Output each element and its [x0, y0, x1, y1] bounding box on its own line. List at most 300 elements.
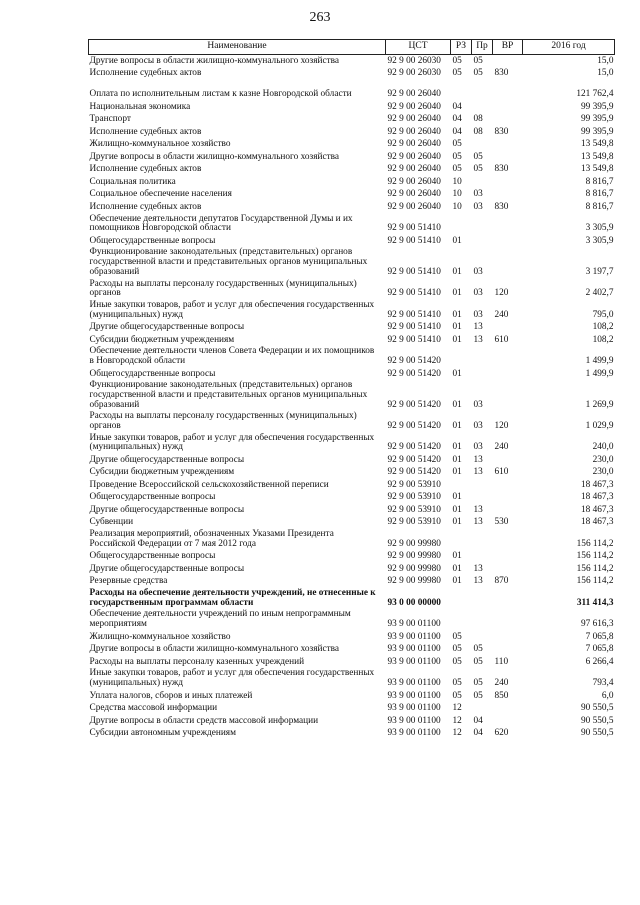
table-row: [89, 609, 615, 630]
table-row: [89, 690, 615, 703]
row-pr: [472, 492, 493, 505]
row-cst: 93 9 00 01100: [387, 703, 441, 714]
row-amount: 99 395,9: [580, 114, 614, 125]
row-name: Общегосударственные вопросы: [89, 368, 216, 379]
row-cst: 93 9 00 01100: [387, 715, 441, 726]
table-row: [89, 214, 615, 235]
row-name: Средства массовой информации: [89, 703, 218, 714]
row-amount: 99 395,9: [580, 126, 614, 137]
row-name: Резервные средства: [89, 576, 168, 587]
row-vr: 240: [494, 442, 509, 453]
row-vr: [493, 529, 523, 550]
row-pr: [472, 101, 493, 114]
row-rz: 01: [452, 454, 462, 465]
row-amount: 311 414,3: [576, 597, 614, 608]
row-cst: 92 9 00 51420: [387, 454, 441, 465]
row-name: Оплата по исполнительным листам к казне Новгородской области: [89, 89, 352, 100]
row-amount: 108,2: [592, 322, 614, 333]
row-vr: [493, 139, 523, 152]
row-vr: 870: [494, 576, 509, 587]
row-name: Субвенции: [89, 517, 134, 528]
row-cst: 92 9 00 26040: [387, 189, 441, 200]
row-amount: 156 114,2: [576, 576, 614, 587]
row-name: Социальная политика: [89, 176, 176, 187]
table-row: [89, 126, 615, 139]
header-name: Наименование: [89, 40, 386, 55]
table-row: [89, 411, 615, 432]
row-rz: 01: [452, 467, 462, 478]
row-rz: 04: [452, 101, 462, 112]
row-rz: 01: [452, 266, 462, 277]
header-year: 2016 год: [523, 40, 615, 55]
row-cst: 93 9 00 01100: [387, 678, 441, 689]
row-name: Обеспечение деятельности депутатов Государственной Думы и их помощников Новгородской области: [89, 213, 353, 234]
table-row: [89, 235, 615, 248]
row-pr: [472, 176, 493, 189]
row-vr: 120: [494, 421, 509, 432]
row-cst: 92 9 00 99980: [387, 576, 441, 587]
row-amount: 99 395,9: [580, 101, 614, 112]
row-cst: 92 9 00 26040: [387, 89, 441, 100]
row-cst: 92 9 00 26040: [387, 101, 441, 112]
table-row: [89, 164, 615, 177]
row-rz: 05: [452, 55, 462, 66]
table-row: [89, 55, 615, 68]
row-cst: 92 9 00 51420: [387, 368, 441, 379]
row-name: Другие вопросы в области жилищно-коммунального хозяйства: [89, 644, 340, 655]
table-row: [89, 176, 615, 189]
table-row: [89, 517, 615, 530]
row-name: Другие вопросы в области жилищно-коммунального хозяйства: [89, 151, 340, 162]
row-amount: 230,0: [592, 467, 614, 478]
row-cst: 92 9 00 51410: [387, 223, 441, 234]
row-name: Общегосударственные вопросы: [89, 492, 216, 503]
row-amount: 90 550,5: [580, 728, 614, 739]
row-rz: 05: [452, 151, 462, 162]
table-row: [89, 563, 615, 576]
row-cst: 92 9 00 26030: [387, 55, 441, 66]
row-cst: 92 9 00 26040: [387, 114, 441, 125]
row-amount: 90 550,5: [580, 703, 614, 714]
row-pr: 03: [473, 421, 483, 432]
row-pr: 05: [473, 151, 483, 162]
row-rz: 05: [452, 644, 462, 655]
row-name: Реализация мероприятий, обозначенных Указами Президента Российской Федерации от 7 мая 2012 года: [89, 529, 334, 549]
row-amount: 15,0: [597, 68, 614, 79]
row-name: Функционирование законодательных (представительных) органов государственной власти и представительных органов муниципальных образований: [89, 247, 368, 277]
row-name: Проведение Всероссийской сельскохозяйственной переписи: [89, 479, 329, 490]
row-rz: 01: [452, 368, 462, 379]
table-row: [89, 380, 615, 411]
table-row: [89, 576, 615, 589]
row-amount: 1 029,9: [585, 421, 614, 432]
row-amount: 793,4: [592, 678, 614, 689]
table-row: [89, 334, 615, 347]
row-cst: 92 9 00 51410: [387, 334, 441, 345]
row-cst: 92 9 00 51410: [387, 266, 441, 277]
row-pr: 03: [473, 399, 483, 410]
row-name: Другие общегосударственные вопросы: [89, 504, 245, 515]
row-pr: 04: [473, 728, 483, 739]
row-pr: [472, 235, 493, 248]
budget-table: [88, 39, 615, 740]
row-rz: 01: [452, 288, 462, 299]
row-cst: 92 9 00 99980: [387, 563, 441, 574]
row-amount: 1 269,9: [585, 399, 614, 410]
row-rz: 01: [452, 235, 462, 246]
row-amount: 121 762,4: [576, 89, 614, 100]
row-vr: [493, 715, 523, 728]
table-row: [89, 529, 615, 550]
row-amount: 15,0: [597, 55, 614, 66]
row-name: Другие вопросы в области средств массовой информации: [89, 715, 319, 726]
header-vr: ВР: [493, 40, 523, 55]
row-vr: [493, 151, 523, 164]
row-pr: [472, 346, 493, 367]
row-rz: 05: [452, 678, 462, 689]
row-pr: [472, 609, 493, 630]
table-row: [89, 201, 615, 214]
row-name: Иные закупки товаров, работ и услуг для обеспечения государственных (муниципальных) нужд: [89, 668, 375, 689]
table-row: [89, 588, 615, 609]
row-pr: [472, 368, 493, 381]
row-amount: 795,0: [592, 309, 614, 320]
row-amount: 1 499,9: [585, 368, 614, 379]
table-row: [89, 702, 615, 715]
row-name: Расходы на выплаты персоналу государственных (муниципальных) органов: [89, 411, 357, 432]
row-name: Другие общегосударственные вопросы: [89, 322, 245, 333]
table-row: [89, 551, 615, 564]
row-cst: 92 9 00 51410: [387, 235, 441, 246]
row-cst: 93 9 00 01100: [387, 644, 441, 655]
row-rz: [451, 529, 472, 550]
row-rz: 10: [452, 201, 462, 212]
row-vr: [493, 479, 523, 492]
table-row: [89, 80, 615, 101]
row-vr: [493, 114, 523, 127]
row-amount: 6 266,4: [585, 656, 614, 667]
row-vr: [493, 504, 523, 517]
row-rz: 12: [452, 728, 462, 739]
row-amount: 8 816,7: [585, 189, 614, 200]
row-name: Субсидии бюджетным учреждениям: [89, 467, 235, 478]
row-pr: 03: [473, 201, 483, 212]
row-amount: 2 402,7: [585, 288, 614, 299]
row-vr: [493, 176, 523, 189]
row-cst: 92 9 00 26040: [387, 164, 441, 175]
row-vr: [493, 492, 523, 505]
row-pr: 08: [473, 126, 483, 137]
row-vr: [493, 321, 523, 334]
row-pr: [472, 479, 493, 492]
table-row: [89, 189, 615, 202]
row-pr: 05: [473, 678, 483, 689]
row-pr: 03: [473, 266, 483, 277]
row-pr: 13: [473, 467, 483, 478]
row-name: Исполнение судебных актов: [89, 164, 202, 175]
row-pr: 13: [473, 454, 483, 465]
row-cst: 92 9 00 51420: [387, 399, 441, 410]
row-amount: 8 816,7: [585, 176, 614, 187]
table-row: [89, 492, 615, 505]
table-row: [89, 300, 615, 321]
row-name: Расходы на выплаты персоналу государственных (муниципальных) органов: [89, 278, 357, 299]
row-vr: [493, 235, 523, 248]
table-row: [89, 479, 615, 492]
row-pr: 03: [473, 288, 483, 299]
row-amount: 97 616,3: [580, 619, 614, 630]
header-rz: РЗ: [451, 40, 472, 55]
row-vr: 850: [494, 690, 509, 701]
row-amount: 13 549,8: [580, 151, 614, 162]
row-name: Жилищно-коммунальное хозяйство: [89, 631, 231, 642]
row-name: Социальное обеспечение населения: [89, 189, 232, 200]
row-vr: 620: [494, 728, 509, 739]
row-cst: 93 9 00 01100: [387, 631, 441, 642]
row-rz: 04: [452, 126, 462, 137]
row-pr: 03: [473, 309, 483, 320]
row-vr: [493, 346, 523, 367]
table-row: [89, 504, 615, 517]
table-body: [89, 55, 615, 740]
row-amount: 156 114,2: [576, 538, 614, 549]
row-amount: 240,0: [592, 442, 614, 453]
row-amount: 230,0: [592, 454, 614, 465]
table-row: [89, 727, 615, 740]
row-pr: [472, 214, 493, 235]
row-amount: 1 499,9: [585, 356, 614, 367]
row-cst: 93 0 00 00000: [387, 597, 441, 608]
row-vr: [493, 588, 523, 609]
row-vr: [493, 189, 523, 202]
row-vr: [493, 247, 523, 278]
row-vr: 240: [494, 678, 509, 689]
row-rz: 04: [452, 114, 462, 125]
row-pr: 05: [473, 656, 483, 667]
row-pr: 05: [473, 644, 483, 655]
row-rz: 12: [452, 703, 462, 714]
row-amount: 18 467,3: [580, 517, 614, 528]
row-vr: 830: [494, 201, 509, 212]
row-rz: 01: [452, 421, 462, 432]
row-name: Уплата налогов, сборов и иных платежей: [89, 690, 253, 701]
row-cst: 92 9 00 26040: [387, 151, 441, 162]
row-amount: 7 065,8: [585, 644, 614, 655]
row-rz: 01: [452, 334, 462, 345]
row-amount: 3 197,7: [585, 266, 614, 277]
row-pr: 13: [473, 517, 483, 528]
row-cst: 92 9 00 99980: [387, 538, 441, 549]
row-rz: 01: [452, 399, 462, 410]
row-cst: 93 9 00 01100: [387, 619, 441, 630]
row-rz: 10: [452, 176, 462, 187]
row-pr: 04: [473, 715, 483, 726]
row-pr: 13: [473, 322, 483, 333]
row-rz: [451, 80, 472, 101]
row-amount: 13 549,8: [580, 139, 614, 150]
table-row: [89, 715, 615, 728]
row-cst: 92 9 00 26040: [387, 139, 441, 150]
row-cst: 92 9 00 26040: [387, 201, 441, 212]
row-cst: 92 9 00 53910: [387, 504, 441, 515]
row-cst: 92 9 00 51410: [387, 322, 441, 333]
row-amount: 156 114,2: [576, 563, 614, 574]
row-vr: 240: [494, 309, 509, 320]
table-row: [89, 346, 615, 367]
table-row: [89, 454, 615, 467]
row-vr: [493, 454, 523, 467]
row-name: Расходы на обеспечение деятельности учреждений, не отнесенные к государственным программам области: [89, 588, 376, 608]
row-cst: 92 9 00 53910: [387, 517, 441, 528]
row-name: Национальная экономика: [89, 101, 191, 112]
page-number: 263: [309, 10, 331, 25]
row-cst: 92 9 00 51420: [387, 356, 441, 367]
row-cst: 92 9 00 51420: [387, 442, 441, 453]
row-vr: [493, 101, 523, 114]
row-amount: 156 114,2: [576, 551, 614, 562]
table-row: [89, 631, 615, 644]
row-pr: [472, 80, 493, 101]
row-cst: 92 9 00 26030: [387, 68, 441, 79]
header-pr: Пр: [472, 40, 493, 55]
table-row: [89, 321, 615, 334]
row-amount: 7 065,8: [585, 631, 614, 642]
row-cst: 93 9 00 01100: [387, 690, 441, 701]
row-name: Обеспечение деятельности учреждений по иным непрограммным мероприятиям: [89, 609, 351, 630]
row-rz: 05: [452, 139, 462, 150]
row-amount: 3 305,9: [585, 223, 614, 234]
row-vr: [493, 551, 523, 564]
row-amount: 18 467,3: [580, 492, 614, 503]
row-cst: 92 9 00 51410: [387, 309, 441, 320]
row-amount: 3 305,9: [585, 235, 614, 246]
row-name: Общегосударственные вопросы: [89, 235, 216, 246]
row-pr: 08: [473, 114, 483, 125]
row-vr: [493, 80, 523, 101]
row-amount: 90 550,5: [580, 715, 614, 726]
row-name: Иные закупки товаров, работ и услуг для обеспечения государственных (муниципальных) нужд: [89, 432, 375, 453]
row-pr: 03: [473, 189, 483, 200]
row-rz: [451, 479, 472, 492]
row-pr: 05: [473, 690, 483, 701]
row-rz: 05: [452, 656, 462, 667]
row-cst: 92 9 00 99980: [387, 551, 441, 562]
table-row: [89, 279, 615, 300]
row-rz: 01: [452, 517, 462, 528]
row-pr: 03: [473, 442, 483, 453]
table-row: [89, 139, 615, 152]
row-pr: 05: [473, 68, 483, 79]
row-pr: 13: [473, 563, 483, 574]
table-row: [89, 68, 615, 81]
row-rz: 01: [452, 442, 462, 453]
row-rz: 01: [452, 563, 462, 574]
row-cst: 92 9 00 51420: [387, 421, 441, 432]
row-cst: 92 9 00 51420: [387, 467, 441, 478]
row-rz: [451, 609, 472, 630]
row-vr: 120: [494, 288, 509, 299]
row-cst: 92 9 00 26040: [387, 126, 441, 137]
row-rz: 01: [452, 492, 462, 503]
row-name: Другие общегосударственные вопросы: [89, 563, 245, 574]
table-header-row: [89, 40, 615, 55]
row-vr: [493, 214, 523, 235]
row-vr: 830: [494, 126, 509, 137]
row-name: Иные закупки товаров, работ и услуг для обеспечения государственных (муниципальных) нужд: [89, 299, 375, 320]
row-pr: [472, 551, 493, 564]
row-cst: 93 9 00 01100: [387, 656, 441, 667]
row-rz: [451, 214, 472, 235]
row-pr: [472, 631, 493, 644]
row-name: Исполнение судебных актов: [89, 126, 202, 137]
row-pr: 13: [473, 334, 483, 345]
row-amount: 18 467,3: [580, 504, 614, 515]
row-pr: [472, 588, 493, 609]
row-cst: 92 9 00 53910: [387, 492, 441, 503]
row-name: Общегосударственные вопросы: [89, 551, 216, 562]
row-name: Субсидии бюджетным учреждениям: [89, 334, 235, 345]
row-pr: [472, 702, 493, 715]
row-cst: 92 9 00 26040: [387, 176, 441, 187]
row-cst: 93 9 00 01100: [387, 728, 441, 739]
row-rz: [451, 346, 472, 367]
row-name: Функционирование законодательных (представительных) органов государственной власти и представительных органов муниципальных образований: [89, 380, 368, 410]
row-name: Обеспечение деятельности членов Совета Федерации и их помощников в Новгородской области: [89, 346, 375, 367]
row-name: Исполнение судебных актов: [89, 68, 202, 79]
table-row: [89, 656, 615, 669]
row-name: Субсидии автономным учреждениям: [89, 728, 236, 739]
row-vr: [493, 380, 523, 411]
table-row: [89, 368, 615, 381]
row-vr: [493, 631, 523, 644]
row-vr: 610: [494, 467, 509, 478]
row-vr: [493, 368, 523, 381]
row-name: Транспорт: [89, 114, 131, 125]
table-row: [89, 151, 615, 164]
row-pr: 13: [473, 504, 483, 515]
row-vr: 110: [494, 656, 509, 667]
row-amount: 18 467,3: [580, 479, 614, 490]
row-name: Другие вопросы в области жилищно-коммунального хозяйства: [89, 55, 340, 66]
row-cst: 92 9 00 51410: [387, 288, 441, 299]
row-rz: 12: [452, 715, 462, 726]
row-vr: 830: [494, 68, 509, 79]
row-rz: 01: [452, 309, 462, 320]
row-rz: 05: [452, 631, 462, 642]
row-amount: 108,2: [592, 334, 614, 345]
table-row: [89, 101, 615, 114]
row-amount: 6,0: [601, 690, 614, 701]
row-pr: [472, 529, 493, 550]
row-rz: 05: [452, 68, 462, 79]
row-vr: [493, 55, 523, 68]
row-rz: 05: [452, 164, 462, 175]
row-rz: 05: [452, 690, 462, 701]
row-rz: 10: [452, 189, 462, 200]
table-row: [89, 433, 615, 454]
row-amount: 13 549,8: [580, 164, 614, 175]
row-name: Расходы на выплаты персоналу казенных учреждений: [89, 656, 305, 667]
row-vr: [493, 643, 523, 656]
row-rz: [451, 588, 472, 609]
row-vr: [493, 563, 523, 576]
row-amount: 8 816,7: [585, 201, 614, 212]
row-pr: 05: [473, 55, 483, 66]
row-pr: 05: [473, 164, 483, 175]
table-row: [89, 114, 615, 127]
row-cst: 92 9 00 53910: [387, 479, 441, 490]
row-vr: [493, 702, 523, 715]
